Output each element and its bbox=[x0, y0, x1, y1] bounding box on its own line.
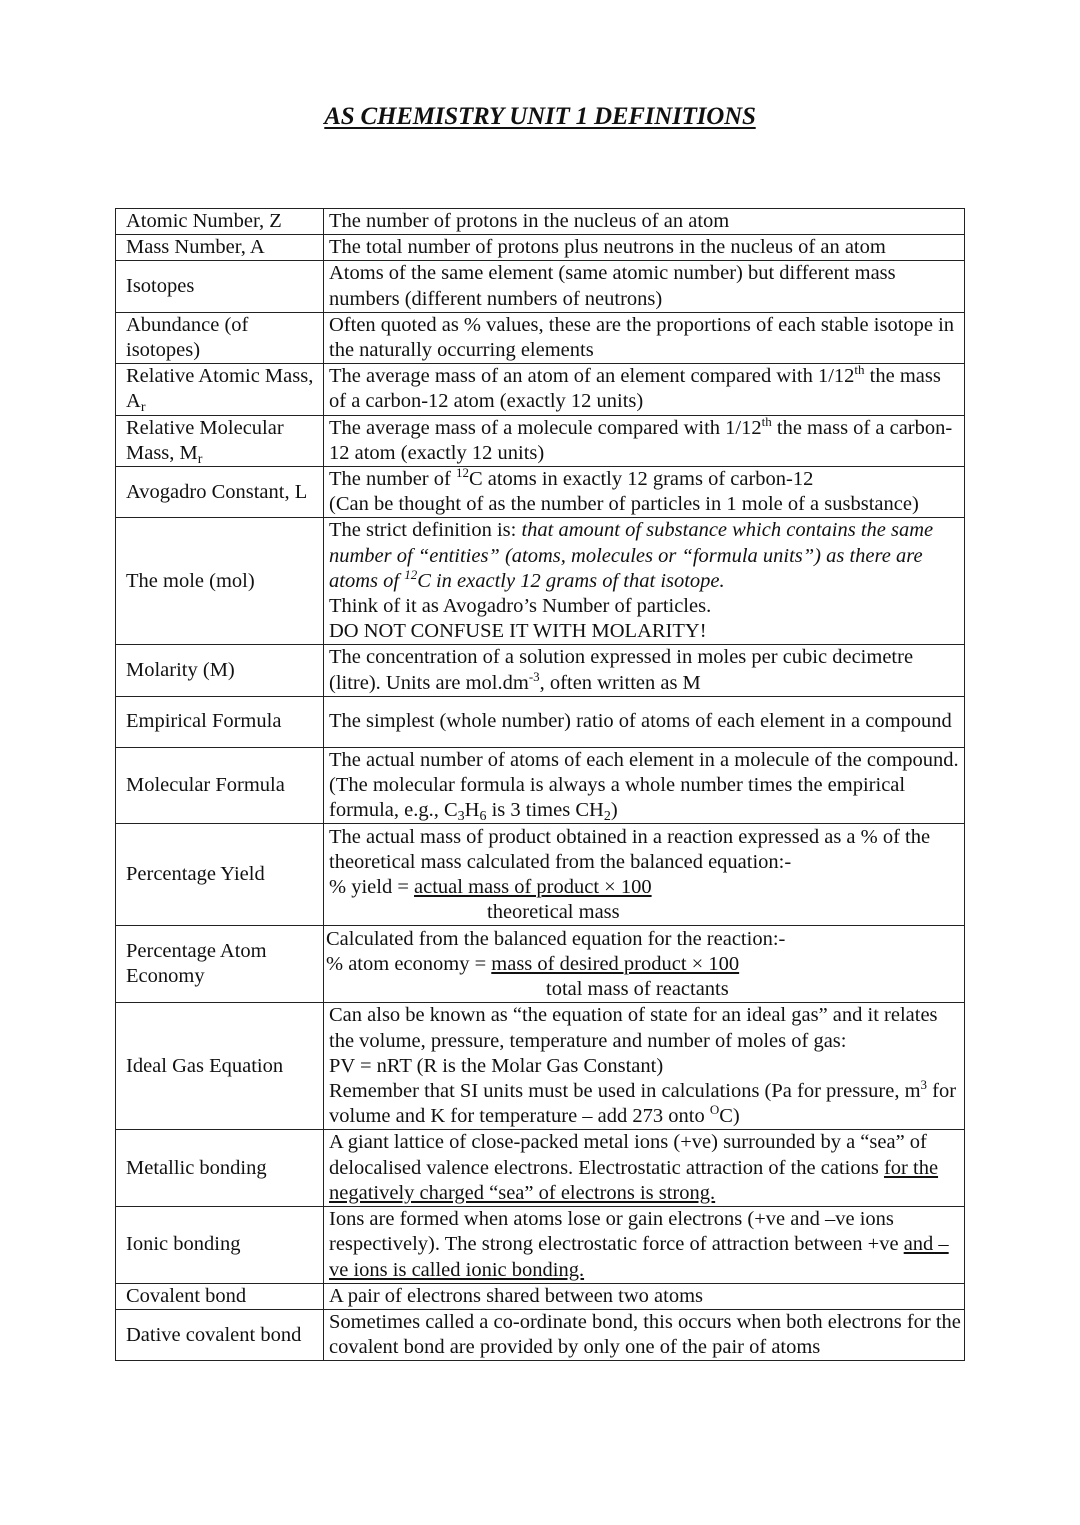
term-cell bbox=[116, 364, 324, 415]
definition-text: ) bbox=[610, 799, 618, 822]
table-row bbox=[116, 747, 965, 824]
definition-text: C) bbox=[719, 1105, 740, 1128]
formula-numerator: mass of desired product × 100 bbox=[491, 952, 740, 975]
table-row bbox=[116, 696, 965, 747]
definition-cell: The number of protons in the nucleus of an atom bbox=[324, 209, 965, 235]
table-row bbox=[116, 415, 965, 466]
definition-cell bbox=[324, 415, 965, 466]
definition-cell bbox=[324, 926, 965, 1003]
definition-cell: The simplest (whole number) ratio of atoms of each element in a compound bbox=[324, 696, 965, 747]
term-cell: Metallic bonding bbox=[116, 1130, 324, 1207]
term-cell: Percentage Atom Economy bbox=[116, 926, 324, 1003]
table-row bbox=[116, 1283, 965, 1309]
table-row bbox=[116, 312, 965, 363]
formula-denominator: total mass of reactants bbox=[546, 978, 729, 1001]
table-row bbox=[116, 1309, 965, 1360]
definition-cell bbox=[324, 1207, 965, 1284]
superscript: -3 bbox=[528, 668, 540, 684]
term-cell: Avogadro Constant, L bbox=[116, 467, 324, 518]
definition-text: (Can be thought of as the number of particles in 1 mole of a susbstance) bbox=[329, 493, 919, 516]
subscript: r bbox=[140, 400, 146, 416]
table-row bbox=[116, 467, 965, 518]
definition-text: , often written as M bbox=[539, 671, 701, 694]
page-title: AS CHEMISTRY UNIT 1 DEFINITIONS bbox=[324, 103, 756, 130]
definition-cell: The total number of protons plus neutrons in the nucleus of an atom bbox=[324, 235, 965, 261]
definition-text: A giant lattice of close-packed metal ions (+ve) surrounded by a “sea” of delocalised valence electrons. Electrostatic attraction of the cations bbox=[329, 1131, 927, 1179]
definition-underlined: for the negatively charged “sea” of electrons is strong. bbox=[329, 1156, 939, 1204]
definition-text: C atoms in exactly 12 grams of carbon-12 bbox=[468, 468, 814, 491]
definition-cell: Often quoted as % values, these are the proportions of each stable isotope in the naturally occurring elements bbox=[324, 312, 965, 363]
table-row bbox=[116, 364, 965, 415]
definition-cell bbox=[324, 467, 965, 518]
definition-text: The strict definition is: bbox=[329, 519, 522, 542]
definition-text: The actual number of atoms of each element in a molecule of the compound. (The molecular formula is always a whole number times the empirical formula, e.g., C bbox=[329, 748, 959, 822]
definition-cell: Atoms of the same element (same atomic number) but different mass numbers (different numbers of neutrons) bbox=[324, 261, 965, 312]
definitions-table bbox=[115, 208, 965, 1361]
definition-cell bbox=[324, 824, 965, 926]
formula-numerator: actual mass of product × 100 bbox=[414, 875, 652, 898]
term-text: Relative Atomic Mass, A bbox=[126, 365, 314, 413]
definition-text: Ions are formed when atoms lose or gain electrons (+ve and –ve ions respectively). The strong electrostatic force of attraction between +ve bbox=[329, 1208, 904, 1256]
table-row bbox=[116, 261, 965, 312]
definition-cell bbox=[324, 747, 965, 824]
term-cell: Dative covalent bond bbox=[116, 1309, 324, 1360]
term-cell: Ionic bonding bbox=[116, 1207, 324, 1284]
table-row bbox=[116, 824, 965, 926]
term-cell: Covalent bond bbox=[116, 1283, 324, 1309]
formula-denominator: theoretical mass bbox=[487, 901, 620, 924]
definition-text: The average mass of a molecule compared with 1/12 bbox=[329, 416, 762, 439]
table-row bbox=[116, 235, 965, 261]
term-cell: Abundance (of isotopes) bbox=[116, 312, 324, 363]
definition-cell bbox=[324, 518, 965, 645]
term-text: Relative Molecular Mass, M bbox=[126, 416, 284, 464]
definition-text: Can also be known as “the equation of state for an ideal gas” and it relates the volume, pressure, temperature and number of moles of gas: bbox=[329, 1004, 938, 1052]
definition-text: DO NOT CONFUSE IT WITH MOLARITY! bbox=[329, 620, 707, 643]
definition-cell bbox=[324, 1003, 965, 1130]
definition-text: the mass of a carbon-12 atom (exactly 12 units) bbox=[329, 365, 941, 413]
term-cell: Ideal Gas Equation bbox=[116, 1003, 324, 1130]
definition-text: The actual mass of product obtained in a reaction expressed as a % of the theoretical mass calculated from the balanced equation:- bbox=[329, 825, 931, 873]
subscript: 3 bbox=[457, 809, 465, 825]
subscript: 6 bbox=[479, 809, 487, 825]
formula-lhs: % atom economy = bbox=[326, 952, 492, 975]
definition-text: for volume and K for temperature – add 273 onto bbox=[329, 1080, 957, 1128]
superscript: O bbox=[709, 1102, 720, 1118]
definition-text: The average mass of an atom of an element compared with 1/12 bbox=[329, 365, 855, 388]
term-cell: Molarity (M) bbox=[116, 645, 324, 696]
definition-text: The concentration of a solution expressed in moles per cubic decimetre (litre). Units are mol.dm bbox=[329, 646, 914, 694]
definition-text: the mass of a carbon-12 atom (exactly 12 units) bbox=[329, 416, 953, 464]
superscript: th bbox=[761, 413, 772, 429]
definition-text: H bbox=[464, 799, 480, 822]
term-cell: Isotopes bbox=[116, 261, 324, 312]
definition-underlined: and –ve ions is called ionic bonding. bbox=[329, 1233, 949, 1281]
definition-text: The number of bbox=[329, 468, 456, 491]
table-row bbox=[116, 1003, 965, 1130]
term-cell: Percentage Yield bbox=[116, 824, 324, 926]
term-cell: Atomic Number, Z bbox=[116, 209, 324, 235]
table-row bbox=[116, 926, 965, 1003]
definition-italic: that amount of substance which contains the same number of “entities” (atoms, molecules or “formula units”) as there are atoms of bbox=[329, 519, 934, 592]
subscript: 2 bbox=[603, 809, 611, 825]
table-row bbox=[116, 645, 965, 696]
definition-cell: A pair of electrons shared between two atoms bbox=[324, 1283, 965, 1309]
term-cell bbox=[116, 415, 324, 466]
definition-text: Remember that SI units must be used in calculations (Pa for pressure, m bbox=[329, 1080, 921, 1103]
term-cell: The mole (mol) bbox=[116, 518, 324, 645]
definition-text: PV = nRT (R is the Molar Gas Constant) bbox=[329, 1054, 664, 1077]
superscript: 12 bbox=[455, 465, 469, 481]
term-cell: Mass Number, A bbox=[116, 235, 324, 261]
subscript: r bbox=[197, 451, 203, 467]
table-row bbox=[116, 209, 965, 235]
term-cell: Molecular Formula bbox=[116, 747, 324, 824]
table-row bbox=[116, 1130, 965, 1207]
superscript: 12 bbox=[404, 566, 418, 582]
definition-text: is 3 times CH bbox=[486, 799, 604, 822]
definition-italic: C in exactly 12 grams of that isotope. bbox=[417, 569, 725, 592]
table-row bbox=[116, 1207, 965, 1284]
definition-text: Think of it as Avogadro’s Number of particles. bbox=[329, 595, 712, 618]
definition-cell bbox=[324, 364, 965, 415]
term-cell: Empirical Formula bbox=[116, 696, 324, 747]
definition-text: Calculated from the balanced equation for the reaction:- bbox=[326, 927, 786, 950]
definition-cell: Sometimes called a co-ordinate bond, this occurs when both electrons for the covalent bond are provided by only one of the pair of atoms bbox=[324, 1309, 965, 1360]
superscript: 3 bbox=[920, 1077, 928, 1093]
formula-lhs: % yield = bbox=[329, 875, 415, 898]
definition-cell bbox=[324, 1130, 965, 1207]
superscript: th bbox=[854, 362, 865, 378]
table-row bbox=[116, 518, 965, 645]
definition-cell bbox=[324, 645, 965, 696]
